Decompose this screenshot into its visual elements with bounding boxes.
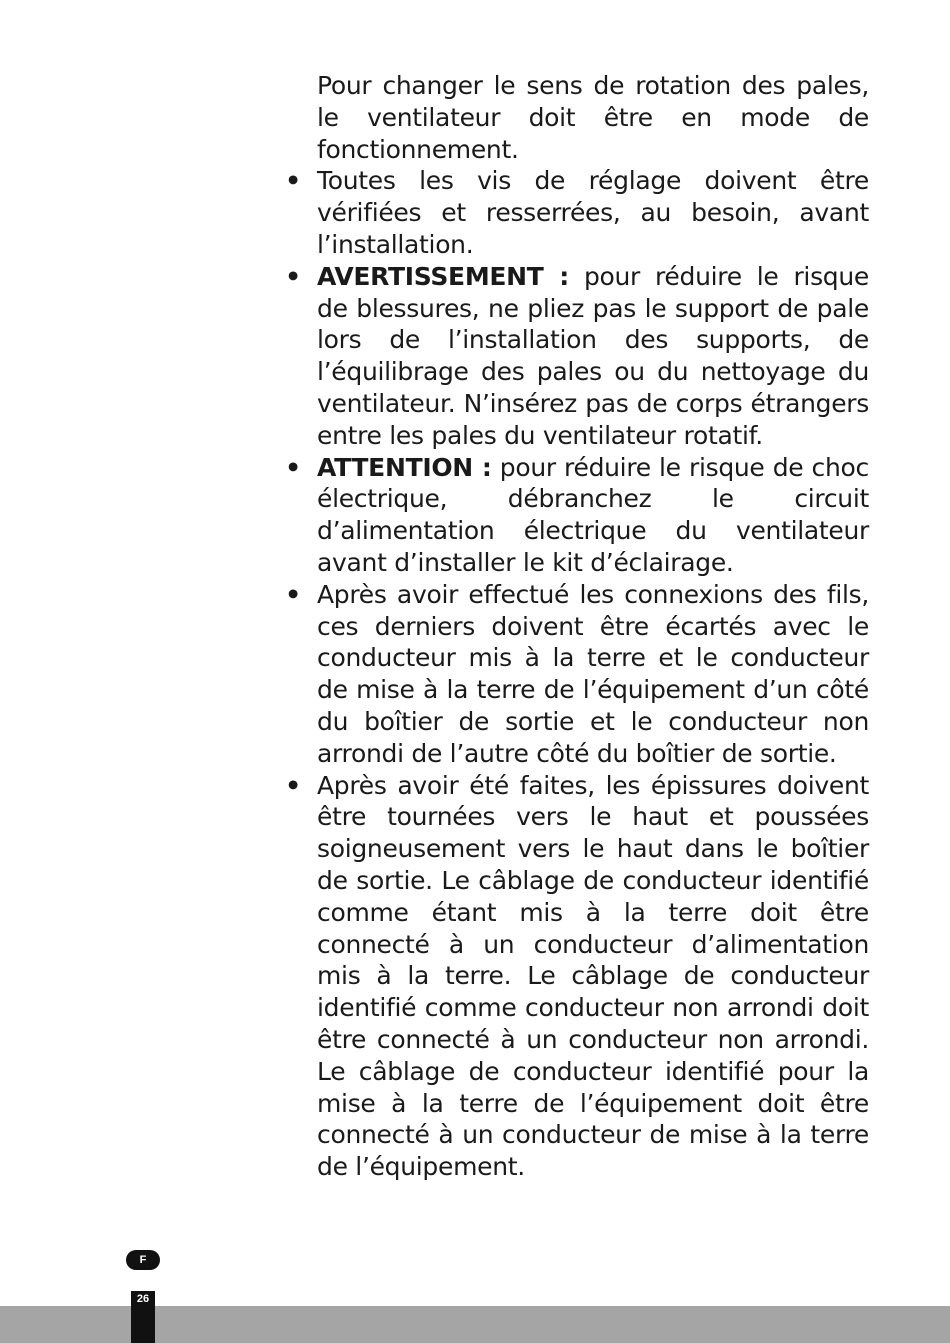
language-badge: F: [126, 1250, 160, 1270]
bullet-icon: •: [285, 579, 301, 609]
bullet-text: pour réduire le risque de blessures, ne pliez pas le support de pale lors de l’installation des supports, de l’équilibrage des pales ou du nettoyage du ventilateur. N’insérez pas de corps étrangers entre les pales du ventilateur rotatif.: [317, 261, 869, 450]
bullet-text: pour réduire le risque de choc électrique, débranchez le circuit d’alimentation électrique du ventilateur avant d’installer le kit d’éclairage.: [317, 452, 869, 577]
document-body: [285, 70, 869, 1183]
page-number: 26: [136, 1293, 150, 1305]
caution-heading: ATTENTION :: [317, 452, 492, 482]
list-item: [285, 770, 869, 1183]
bullet-text: Après avoir été faites, les épissures doivent être tournées vers le haut et poussées soigneusement vers le haut dans le boîtier de sortie. Le câblage de conducteur identifié comme étant mis à la terre doit être connecté à un conducteur d’alimentation mis à la terre. Le câblage de conducteur identifié comme conducteur non arrondi doit être connecté à un conducteur non arrondi. Le câblage de conducteur identifié pour la mise à la terre de l’équipement doit être connecté à un conducteur de mise à la terre de l’équipement.: [317, 770, 869, 1182]
intro-paragraph: Pour changer le sens de rotation des pales, le ventilateur doit être en mode de fonctionnement.: [317, 71, 869, 164]
bullet-icon: •: [285, 452, 301, 482]
warning-heading: AVERTISSEMENT :: [317, 261, 569, 291]
list-item: [285, 261, 869, 452]
list-item: [285, 452, 869, 579]
bullet-text: Toutes les vis de réglage doivent être vérifiées et resserrées, au besoin, avant l’installation.: [317, 166, 869, 259]
bullet-text: Après avoir effectué les connexions des fils, ces derniers doivent être écartés avec le conducteur mis à la terre et le conducteur de mise à la terre de l’équipement d’un côté du boîtier de sortie et le conducteur non arrondi de l’autre côté du boîtier de sortie.: [317, 579, 869, 768]
page-number-tab: [131, 1291, 155, 1343]
bullet-icon: •: [285, 770, 301, 800]
bullet-list: [285, 165, 869, 1183]
bullet-icon: •: [285, 166, 301, 196]
list-item: [285, 579, 869, 770]
bullet-icon: •: [285, 261, 301, 291]
list-item: [285, 165, 869, 260]
